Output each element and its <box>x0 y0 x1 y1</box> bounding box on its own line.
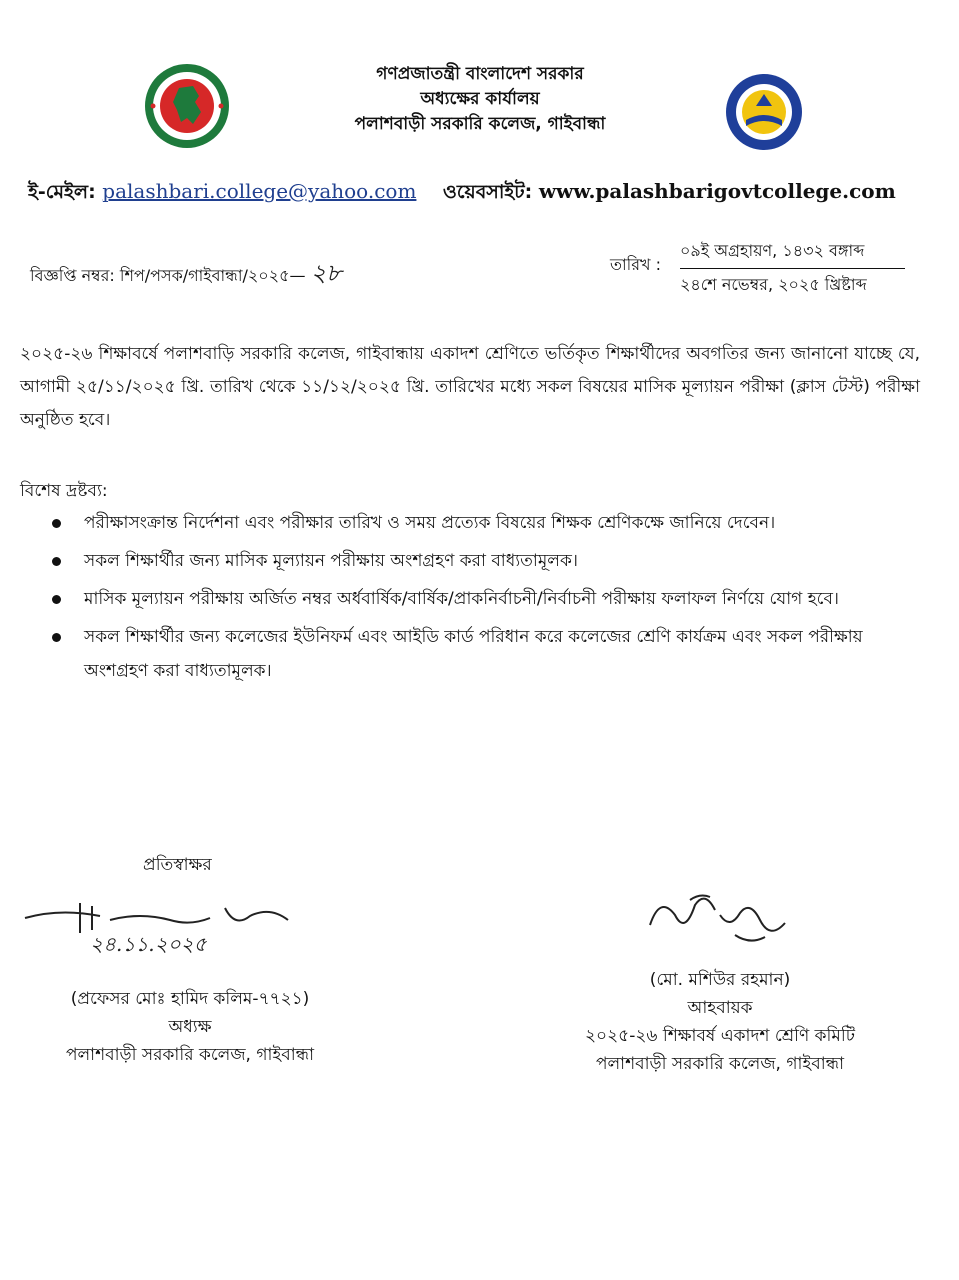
date-block <box>680 238 905 299</box>
email-label: ই-মেইল: <box>28 181 96 203</box>
convener-name: (মো. মশিউর রহমান) <box>649 970 791 990</box>
convener-signature <box>640 885 790 960</box>
list-item: পরীক্ষাসংক্রান্ত নির্দেশনা এবং পরীক্ষার তারিখ ও সময় প্রত্যেক বিষয়ের শিক্ষক শ্রেণিকক্ষে জানিয়ে দেবেন। <box>52 506 922 540</box>
website-link[interactable]: www.palashbarigovtcollege.com <box>538 179 896 203</box>
header-college-line: পলাশবাড়ী সরকারি কলেজ, গাইবান্ধা <box>354 114 606 134</box>
date-bangla: ০৯ই অগ্রহায়ণ, ১৪৩২ বঙ্গাব্দ <box>680 238 905 269</box>
list-item: সকল শিক্ষার্থীর জন্য মাসিক মূল্যায়ন পরীক্ষায় অংশগ্রহণ করা বাধ্যতামূলক। <box>52 544 922 578</box>
notice-body-paragraph: ২০২৫-২৬ শিক্ষাবর্ষে পলাশবাড়ি সরকারি কলেজ, গাইবান্ধায় একাদশ শ্রেণিতে ভর্তিকৃত শিক্ষার্থীদের অবগতির জন্য জানানো যাচ্ছে যে, আগামী ২৫/১১/২০২৫ খ্রি. তারিখ থেকে ১১/১২/২০২৫ খ্রি. তারিখের মধ্যে সকল বিষয়ের মাসিক মূল্যায়ন পরীক্ষা (ক্লাস টেস্ট) পরীক্ষা অনুষ্ঠিত হবে। <box>20 344 920 430</box>
bullet-icon <box>52 519 61 528</box>
principal-block <box>30 985 350 1069</box>
convener-org: পলাশবাড়ী সরকারি কলেজ, গাইবান্ধা <box>595 1054 845 1074</box>
header-government-line: গণপ্রজাতন্ত্রী বাংলাদেশ সরকার <box>376 64 584 84</box>
principal-signature-date: ২৪.১১.২০২৫ <box>90 932 207 956</box>
countersign-label: প্রতিস্বাক্ষর <box>143 855 212 875</box>
college-logo <box>720 72 808 152</box>
convener-block <box>555 966 885 1078</box>
convener-committee: ২০২৫-২৬ শিক্ষাবর্ষ একাদশ শ্রেণি কমিটি <box>585 1026 855 1046</box>
date-label: তারিখ : <box>610 255 662 274</box>
list-item: মাসিক মূল্যায়ন পরীক্ষায় অর্জিত নম্বর অর্ধবার্ষিক/বার্ষিক/প্রাকনির্বাচনী/নির্বাচনী পরীক্ষায় ফলাফল নির্ণয়ে যোগ হবে। <box>52 582 922 616</box>
special-notes-list <box>52 506 922 692</box>
bullet-icon <box>52 557 61 566</box>
principal-name: (প্রফেসর মোঃ হামিদ কলিম-৭৭২১) <box>70 989 310 1009</box>
office-header <box>250 62 710 137</box>
notice-number <box>30 255 342 295</box>
date-english: ২৪শে নভেম্বর, ২০২৫ খ্রিষ্টাব্দ <box>680 275 867 294</box>
list-item: সকল শিক্ষার্থীর জন্য কলেজের ইউনিফর্ম এবং আইডি কার্ড পরিধান করে কলেজের শ্রেণি কার্যক্রম এবং সকল পরীক্ষায় অংশগ্রহণ করা বাধ্যতামূলক। <box>52 620 922 688</box>
header-office-line: অধ্যক্ষের কার্যালয় <box>420 89 540 109</box>
principal-title: অধ্যক্ষ <box>168 1017 212 1037</box>
website-label: ওয়েবসাইট: <box>442 181 533 203</box>
principal-org: পলাশবাড়ী সরকারি কলেজ, গাইবান্ধা <box>65 1045 315 1065</box>
notice-number-handwritten: ২৮ <box>310 259 342 287</box>
special-notes-heading: বিশেষ দ্রষ্টব্য: <box>20 481 108 501</box>
contact-line <box>28 178 896 210</box>
email-link[interactable]: palashbari.college@yahoo.com <box>102 179 417 203</box>
government-seal-logo <box>143 62 231 150</box>
convener-title: আহবায়ক <box>687 998 753 1018</box>
bullet-icon <box>52 595 61 604</box>
bullet-icon <box>52 633 61 642</box>
notice-number-label: বিজ্ঞপ্তি নম্বর: শিপ/পসক/গাইবান্ধা/২০২৫— <box>30 266 306 285</box>
